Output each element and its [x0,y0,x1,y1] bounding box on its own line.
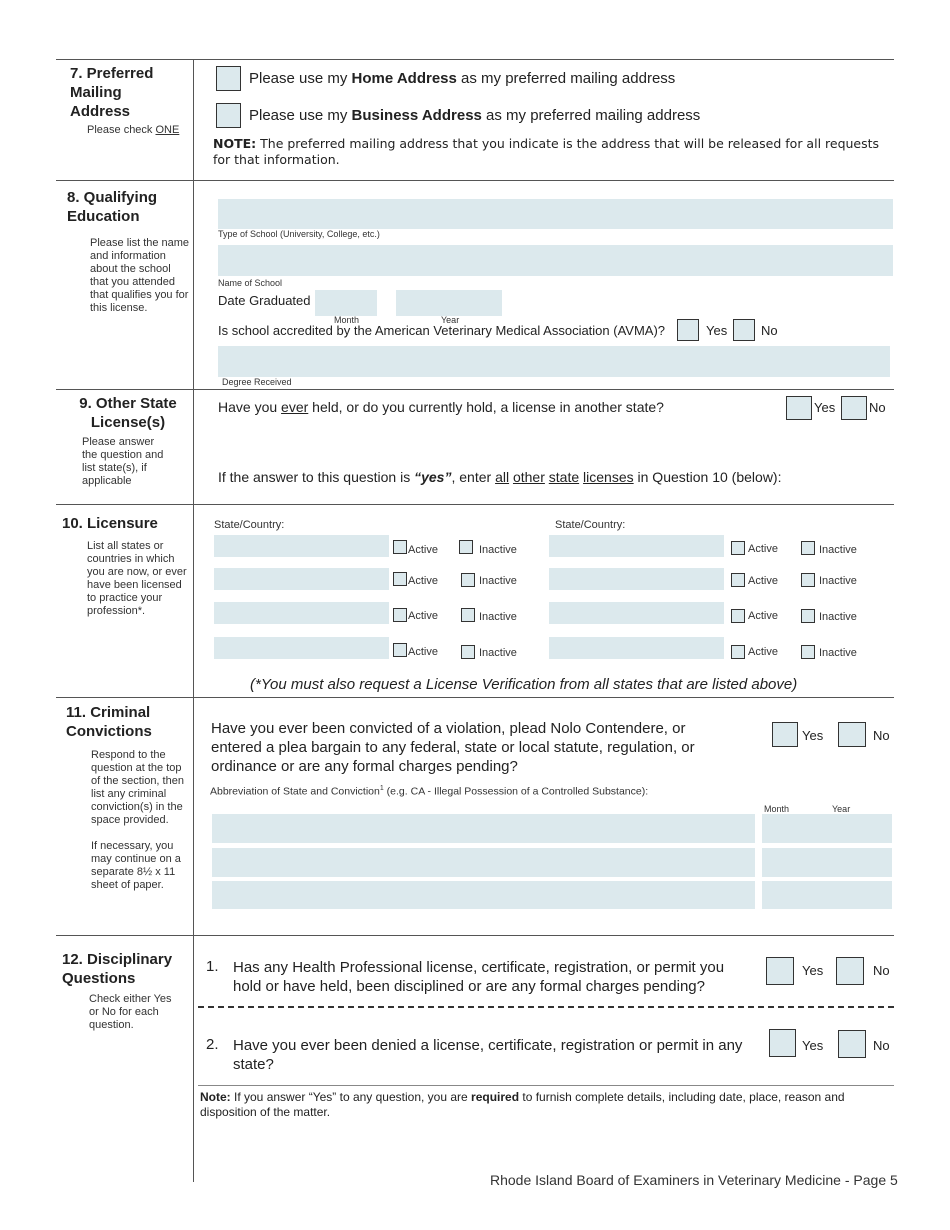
active-checkbox-r4[interactable] [731,645,745,659]
active-checkbox-l4[interactable] [393,643,407,657]
home-address-checkbox[interactable] [216,66,241,91]
active-label-r3: Active [748,610,778,622]
home-address-post: as my preferred mailing address [456,70,676,87]
rule-11-12 [56,935,894,936]
home-address-label [249,70,675,87]
active-label-r4: Active [748,646,778,658]
rule-10-11 [56,697,894,698]
disciplinary-note-pre: If you answer “Yes” to any question, you are [230,1090,472,1104]
avma-question: Is school accredited by the American Veterinary Medical Association (AVMA)? [218,323,666,338]
date-graduated-label: Date Graduated [218,293,311,308]
section-8-title: 8. Qualifying Education [67,189,158,225]
business-address-label [249,107,700,124]
section-7-desc-text: Please check [87,124,156,136]
school-type-input[interactable] [218,199,893,229]
instr-post: in Question 10 (below): [633,469,782,485]
inactive-checkbox-l3[interactable] [461,608,475,622]
state-input-l1[interactable] [214,535,389,557]
mailing-note-text: The preferred mailing address that you indicate is the address that will be released for all requests for that information. [213,136,880,167]
abbr-post: (e.g. CA - Illegal Possession of a Controlled Substance): [383,785,649,798]
section-9-desc: Please answer the question and list state(s), if applicable [82,436,164,487]
home-address-bold: Home Address [351,70,457,87]
active-label-l1: Active [408,544,438,556]
rule-8-9 [56,389,894,390]
top-rule [56,59,894,60]
conviction-date-input-1[interactable] [762,814,892,843]
instr-yes: “yes” [414,469,452,485]
other-state-yes-checkbox[interactable] [786,396,812,420]
q2-yes-checkbox[interactable] [769,1029,796,1057]
inactive-checkbox-l2[interactable] [461,573,475,587]
conviction-input-1[interactable] [212,814,755,843]
inactive-label-r4: Inactive [819,647,857,659]
conviction-year-label: Year [832,804,851,814]
q1-yes-checkbox[interactable] [766,957,794,985]
inactive-checkbox-r2[interactable] [801,573,815,587]
dashed-divider [198,1006,894,1008]
inactive-checkbox-r1[interactable] [801,541,815,555]
rule-9-10 [56,504,894,505]
disciplinary-note [200,1090,890,1120]
abbr-pre: Abbreviation of State and Conviction [210,785,380,798]
active-label-l2: Active [408,575,438,587]
graduation-month-input[interactable] [315,290,377,316]
graduation-year-input[interactable] [396,290,502,316]
inactive-checkbox-l1[interactable] [459,540,473,554]
q2-text: Have you ever been denied a license, certificate, registration or permit in any state? [233,1037,743,1073]
instr-all: all [495,469,510,485]
other-state-no-checkbox[interactable] [841,396,867,420]
q2-yes-label: Yes [802,1038,824,1053]
section-7-desc [87,124,179,137]
business-address-post: as my preferred mailing address [481,107,701,124]
other-state-instruction [218,469,781,485]
inactive-checkbox-r4[interactable] [801,645,815,659]
inactive-checkbox-l4[interactable] [461,645,475,659]
mailing-note-label: NOTE: [213,136,257,151]
conviction-date-input-3[interactable] [762,881,892,909]
q1-no-checkbox[interactable] [836,957,864,985]
instr-other: other [512,469,545,485]
inactive-label-l2: Inactive [479,575,517,587]
business-address-bold: Business Address [351,107,482,124]
section-10-desc: List all states or countries in which you are now, or ever have been licensed to practice your profession*. [87,540,187,617]
conviction-month-label: Month [764,804,790,814]
active-label-l4: Active [408,646,438,658]
active-checkbox-l1[interactable] [393,540,407,554]
school-type-label: Type of School (University, College, etc.) [218,229,380,239]
degree-received-input[interactable] [218,346,890,377]
disciplinary-note-bold: required [471,1090,520,1104]
active-checkbox-r2[interactable] [731,573,745,587]
section-11-title: 11. Criminal Convictions [66,704,152,740]
instr-licenses: licenses [583,469,634,485]
inactive-label-l1: Inactive [479,544,517,556]
state-country-label-left: State/Country: [214,519,285,531]
section-12-desc: Check either Yes or No for each question. [89,993,172,1031]
section-11-desc-2: If necessary, you may continue on a separate 8½ x 11 sheet of paper. [91,840,181,891]
state-input-r2[interactable] [549,568,724,590]
graduation-year-label: Year [441,315,460,325]
inactive-label-l4: Inactive [479,647,517,659]
business-address-checkbox[interactable] [216,103,241,128]
state-input-l3[interactable] [214,602,389,624]
school-name-label: Name of School [218,278,283,288]
abbr-sup: 1 [379,785,384,792]
active-checkbox-r1[interactable] [731,541,745,555]
q1-no-label: No [873,963,890,978]
instr-mid: , enter [451,469,496,485]
inactive-checkbox-r3[interactable] [801,609,815,623]
active-checkbox-l3[interactable] [393,608,407,622]
instr-state: state [548,469,580,485]
other-state-q-post: held, or do you currently hold, a license in another state? [308,399,664,415]
home-address-pre: Please use my [249,70,352,87]
criminal-question: Have you ever been convicted of a violation, plead Nolo Contendere, or entered a plea bargain to any federal, state or local statute, regulation, or ordinance or are any formal charges pending? [211,720,695,775]
page-footer: Rhode Island Board of Examiners in Veterinary Medicine - Page 5 [490,1172,898,1188]
license-verification-footnote: (*You must also request a License Verification from all states that are listed above) [250,676,798,693]
q1-number: 1. [206,958,219,975]
active-label-r1: Active [748,543,778,555]
active-label-l3: Active [408,610,438,622]
school-name-input[interactable] [218,245,893,276]
business-address-pre: Please use my [249,107,352,124]
inactive-label-l3: Inactive [479,611,517,623]
disciplinary-note-label: Note: [200,1090,231,1104]
section-8-desc: Please list the name and information about the school that you attended that qualifies you for this license. [90,237,190,314]
inactive-label-r2: Inactive [819,575,857,587]
q1-yes-label: Yes [802,963,824,978]
rule-7-8 [56,180,894,181]
column-divider [193,59,194,1182]
q1-text: Has any Health Professional license, certificate, registration, or permit you hold or have held, been disciplined or are any formal charges pending? [233,959,725,995]
q2-number: 2. [206,1036,219,1053]
degree-received-label: Degree Received [222,377,292,387]
criminal-no-label: No [873,728,890,743]
conviction-input-2[interactable] [212,848,755,877]
graduation-month-label: Month [334,315,360,325]
conviction-abbr-label [210,785,648,798]
instr-pre: If the answer to this question is [218,469,415,485]
state-input-r4[interactable] [549,637,724,659]
avma-yes-label: Yes [706,323,728,338]
section-7-title: 7. Preferred Mailing Address [70,65,154,120]
active-checkbox-l2[interactable] [393,572,407,586]
note-rule [198,1085,894,1086]
state-input-l4[interactable] [214,637,389,659]
avma-no-label: No [761,323,778,338]
other-state-q-emph: ever [281,399,309,415]
state-input-l2[interactable] [214,568,389,590]
other-state-question [218,399,664,415]
state-input-r3[interactable] [549,602,724,624]
section-11-desc-1: Respond to the question at the top of the section, then list any criminal conviction(s) in the space provided. [91,749,184,826]
other-state-no-label: No [869,400,886,415]
active-checkbox-r3[interactable] [731,609,745,623]
mailing-note [213,136,883,168]
section-10-title: 10. Licensure [62,515,158,532]
q2-no-label: No [873,1038,890,1053]
criminal-yes-checkbox[interactable] [772,722,798,747]
conviction-date-input-2[interactable] [762,848,892,877]
avma-no-checkbox[interactable] [733,319,755,341]
section-7-desc-emph: ONE [155,124,180,136]
section-9-title: 9. Other State License(s) [79,395,177,431]
inactive-label-r1: Inactive [819,544,857,556]
conviction-input-3[interactable] [212,881,755,909]
other-state-q-pre: Have you [218,399,282,415]
inactive-label-r3: Inactive [819,611,857,623]
other-state-yes-label: Yes [814,400,836,415]
criminal-yes-label: Yes [802,728,824,743]
q2-no-checkbox[interactable] [838,1030,866,1058]
state-country-label-right: State/Country: [555,519,626,531]
disciplinary-note-post: to furnish complete details, including date, place, reason and disposition of the matter. [200,1090,845,1119]
state-input-r1[interactable] [549,535,724,557]
section-12-title: 12. Disciplinary Questions [62,951,173,987]
criminal-no-checkbox[interactable] [838,722,866,747]
active-label-r2: Active [748,575,778,587]
avma-yes-checkbox[interactable] [677,319,699,341]
